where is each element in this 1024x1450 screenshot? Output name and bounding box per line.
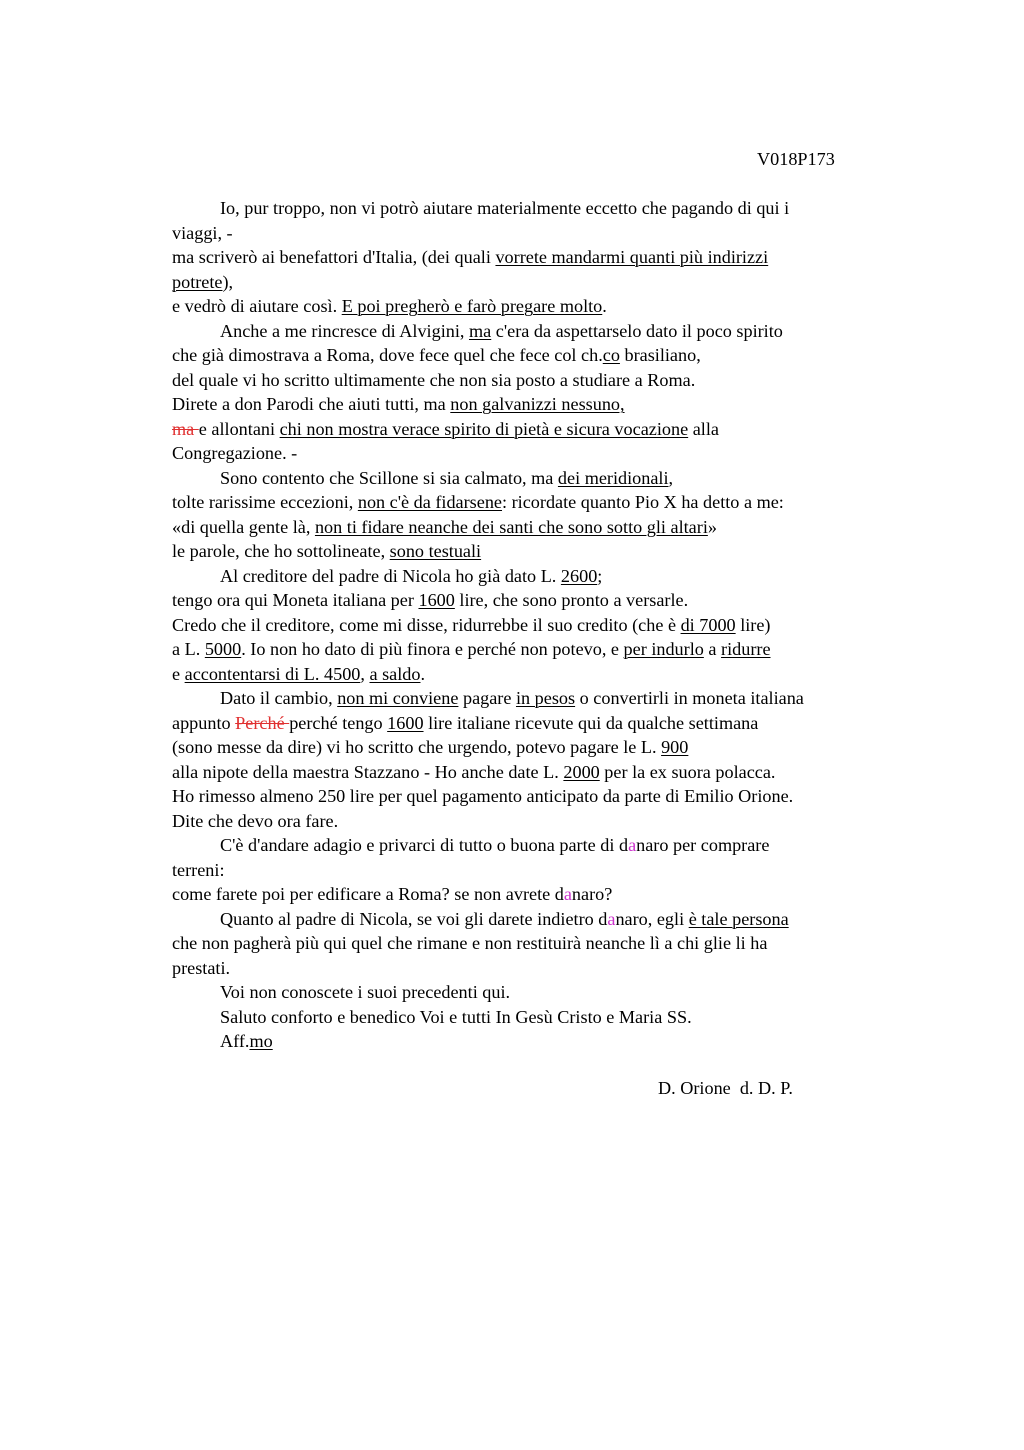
signature: D. Orione d. D. P. [658,1078,793,1098]
highlighted-letter: a [563,884,572,904]
text-line: Direte a don Parodi che aiuti tutti, ma non galvanizzi nessuno, [172,394,625,414]
underlined-text: ma [469,320,492,341]
highlighted-letter: a [607,908,616,929]
underlined-text: in pesos [515,688,576,708]
text-line: tolte rarissime eccezioni, non c'è da fidarsene: ricordate quanto Pio X ha detto a me: [172,492,784,512]
document-id: V018P173 [757,149,835,169]
underlined-text: non ti fidare neanche dei santi che sono sotto gli altari [314,516,708,537]
underlined-text: accontentarsi di L. 4500 [184,663,361,684]
text-line: alla nipote della maestra Stazzano - Ho anche date L. 2000 per la ex suora polacca. [172,761,776,782]
text-line: come farete poi per edificare a Roma? se non avrete danaro? [172,884,613,904]
text-line: a L. 5000. Io non ho dato di più finora e perché non potevo, e per indurlo a ridurre [172,639,771,659]
text-line: Io, pur troppo, non vi potrò aiutare materialmente eccetto che pagando di qui i [220,198,790,218]
text-line: potrete), [172,271,234,292]
underlined-text: chi non mostra verace spirito di pietà e sicura vocazione [279,418,689,439]
text-line: Quanto al padre di Nicola, se voi gli darete indietro danaro, egli è tale persona [220,908,789,929]
underlined-text: di 7000 [680,614,736,635]
text-line: Credo che il creditore, come mi disse, ridurrebbe il suo credito (che è di 7000 lire) [172,614,771,635]
underlined-text: 1600 [418,590,455,610]
underlined-text: potrete [172,271,223,292]
underlined-text: non c'è da fidarsene [357,492,503,512]
underlined-text: è tale persona [688,908,789,929]
underlined-text: per indurlo [623,639,704,659]
text-line: Anche a me rincresce di Alvigini, ma c'era da aspettarselo dato il poco spirito [220,320,783,341]
underlined-text: ridurre [721,639,771,659]
underlined-text: 5000 [204,639,242,659]
underlined-text: 2600 [560,565,598,586]
text-line: (sono messe da dire) vi ho scritto che urgendo, potevo pagare le L. 900 [172,737,689,757]
text-line: terreni: [172,859,225,880]
underlined-text: dei meridionali [557,467,669,488]
underlined-text: 1600 [387,712,424,733]
underlined-text: mo [249,1031,273,1051]
text-line: che già dimostrava a Roma, dove fece quel che fece col ch.co brasiliano, [172,345,701,365]
closing-line: Aff.mo [220,1031,273,1051]
text-line: Ho rimesso almeno 250 lire per quel pagamento anticipato da parte di Emilio Orione. [172,786,794,806]
underlined-text: non galvanizzi nessuno, [450,394,625,414]
underlined-text: 900 [661,737,689,757]
text-line: C'è d'andare adagio e privarci di tutto o buona parte di danaro per comprare [220,835,770,855]
underlined-text: E poi pregherò e farò pregare molto [341,296,603,316]
underlined-text: a saldo [369,663,421,684]
underlined-text: co [602,345,620,365]
underlined-text: sono testuali [389,541,482,561]
text-line: prestati. [172,957,231,978]
text-line: ma scriverò ai benefattori d'Italia, (dei quali vorrete mandarmi quanti più indirizzi [172,247,769,267]
text-line: ma e allontani chi non mostra verace spirito di pietà e sicura vocazione alla [172,418,719,439]
text-line: le parole, che ho sottolineate, sono testuali [172,541,482,561]
text-line: Congregazione. - [172,443,298,463]
highlighted-letter: a [628,835,637,855]
underlined-text: vorrete mandarmi quanti più indirizzi [495,247,769,267]
text-line: Dite che devo ora fare. [172,810,339,831]
text-line: che non pagherà più qui quel che rimane e non restituirà neanche lì a chi glie li ha [172,933,768,953]
underlined-text: non mi conviene [337,688,459,708]
text-line: e vedrò di aiutare così. E poi pregherò e farò pregare molto. [172,296,607,316]
text-line: del quale vi ho scritto ultimamente che non sia posto a studiare a Roma. [172,369,696,390]
text-line: Sono contento che Scillone si sia calmato, ma dei meridionali, [220,467,674,488]
text-line: Saluto conforto e benedico Voi e tutti In Gesù Cristo e Maria SS. [220,1006,692,1027]
text-line: e accontentarsi di L. 4500, a saldo. [172,663,426,684]
text-line: «di quella gente là, non ti fidare neanche dei santi che sono sotto gli altari» [172,516,717,537]
text-line: Dato il cambio, non mi conviene pagare in pesos o convertirli in moneta italiana [220,688,804,708]
letter-body [172,196,892,1054]
text-line: appunto Perché perché tengo 1600 lire italiane ricevute qui da qualche settimana [172,712,759,733]
underlined-text: 2000 [563,761,600,782]
text-line: Al creditore del padre di Nicola ho già dato L. 2600; [220,565,603,586]
deleted-text: ma [172,418,199,439]
deleted-text: Perché [235,712,290,733]
text-line: viaggi, - [172,222,233,243]
text-line: Voi non conoscete i suoi precedenti qui. [220,982,511,1002]
text-line: tengo ora qui Moneta italiana per 1600 lire, che sono pronto a versarle. [172,590,689,610]
